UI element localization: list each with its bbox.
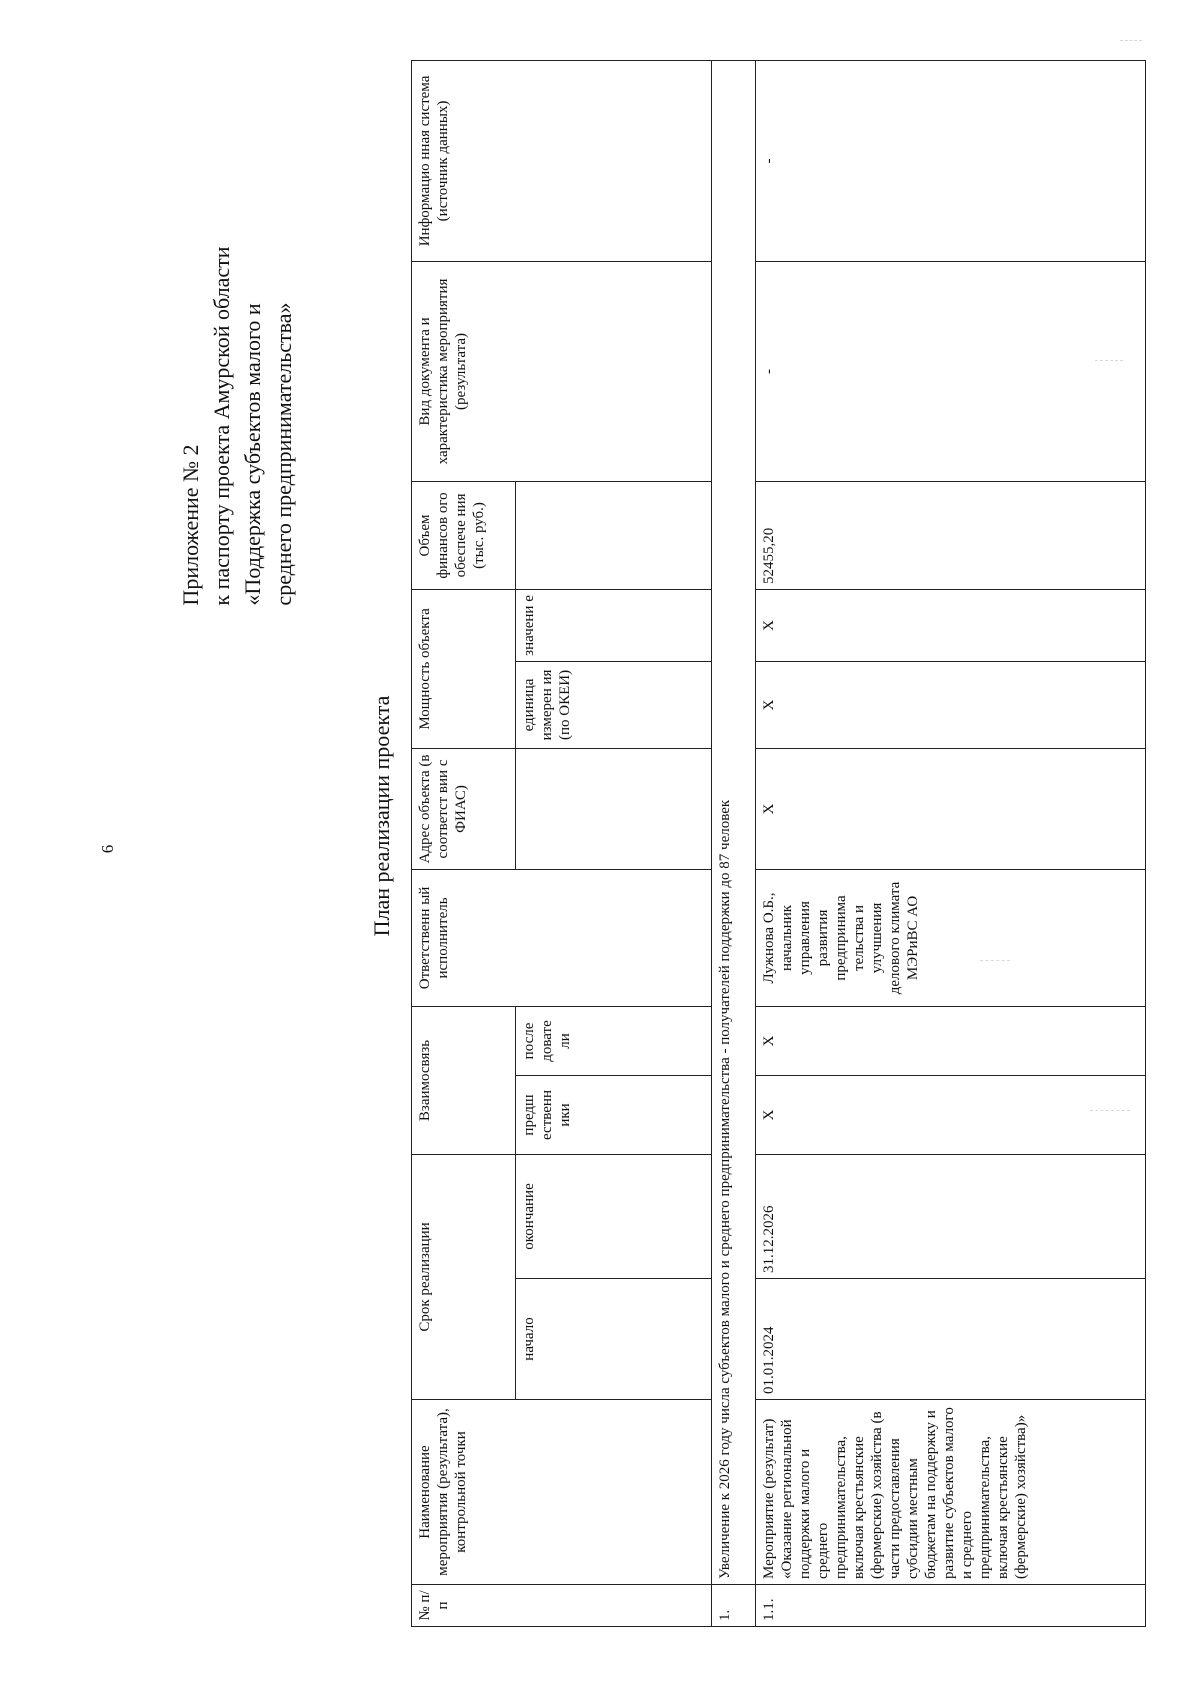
section-num: 1. bbox=[712, 1585, 756, 1627]
header-name: Наименование мероприятия (результата), контрольной точки bbox=[412, 1400, 712, 1585]
row-funding: 52455,20 bbox=[756, 481, 1146, 589]
header-funding-empty bbox=[516, 481, 712, 589]
row-unit: Х bbox=[756, 661, 1146, 748]
header-period: Срок реализации bbox=[412, 1154, 516, 1399]
header-responsible: Ответственн ый исполнитель bbox=[412, 869, 712, 1006]
header-address: Адрес объекта (в соответст вии с ФИАС) bbox=[412, 748, 516, 869]
row-pred: Х bbox=[756, 1075, 1146, 1154]
row-doc-type: - bbox=[756, 261, 1146, 481]
header-doc-type: Вид документа и характеристика мероприятия (результата) bbox=[412, 261, 712, 481]
row-info-system: - bbox=[756, 60, 1146, 261]
appendix-line: среднего предпринимательства» bbox=[271, 302, 296, 606]
header-capacity-value: значени е bbox=[516, 589, 712, 661]
header-relation: Взаимосвязь bbox=[412, 1006, 516, 1154]
scan-smudge bbox=[1090, 1110, 1130, 1111]
row-name: Мероприятие (результат) «Оказание региональной поддержки малого и среднего предпринимательства, включая крестьянские (фермерские) хозяйства (в части предоставления субсидии местным бюджетам на поддержку и развитие субъектов малого и среднего предпринимательства, включая крестьянские (фермерские) хозяйства)» bbox=[756, 1400, 1146, 1585]
row-succ: Х bbox=[756, 1006, 1146, 1075]
page-number: 6 bbox=[98, 844, 117, 854]
header-capacity: Мощность объекта bbox=[412, 589, 516, 748]
header-num: № п/п bbox=[412, 1585, 712, 1627]
plan-table-wrapper bbox=[411, 61, 1137, 1627]
scan-smudge bbox=[1095, 360, 1123, 361]
row-responsible: Лужнова О.Б., начальник управления развития предпринима тельства и улучшения делового климата МЭРиВС АО bbox=[756, 869, 1146, 1006]
appendix-line: Приложение № 2 bbox=[178, 444, 203, 606]
appendix-heading bbox=[175, 246, 299, 605]
header-period-start: начало bbox=[516, 1279, 712, 1400]
appendix-line: «Поддержка субъектов малого и bbox=[240, 303, 265, 606]
page-title: План реализации проекта bbox=[369, 695, 394, 937]
header-address-empty bbox=[516, 748, 712, 869]
row-value: Х bbox=[756, 589, 1146, 661]
row-num: 1.1. bbox=[756, 1585, 1146, 1627]
scan-smudge bbox=[980, 960, 1010, 961]
row-end: 31.12.2026 bbox=[756, 1154, 1146, 1278]
header-info-system: Информацио нная система (источник данных) bbox=[412, 60, 712, 261]
scan-smudge bbox=[1120, 40, 1142, 41]
appendix-line: к паспорту проекта Амурской области bbox=[209, 246, 234, 606]
plan-table bbox=[411, 60, 1146, 1627]
header-relation-succ: после довате ли bbox=[516, 1006, 712, 1075]
header-capacity-unit: единица измерен ия (по ОКЕИ) bbox=[516, 661, 712, 748]
row-address: Х bbox=[756, 748, 1146, 869]
section-title: Увеличение к 2026 году числа субъектов малого и среднего предпринимательства - получателей поддержки до 87 человек bbox=[712, 60, 756, 1584]
table-row bbox=[756, 60, 1146, 1626]
header-funding: Объем финансов ого обеспече ния (тыс. руб.) bbox=[412, 481, 516, 589]
header-relation-pred: предш ественн ики bbox=[516, 1075, 712, 1154]
header-period-end: окончание bbox=[516, 1154, 712, 1278]
row-start: 01.01.2024 bbox=[756, 1279, 1146, 1400]
